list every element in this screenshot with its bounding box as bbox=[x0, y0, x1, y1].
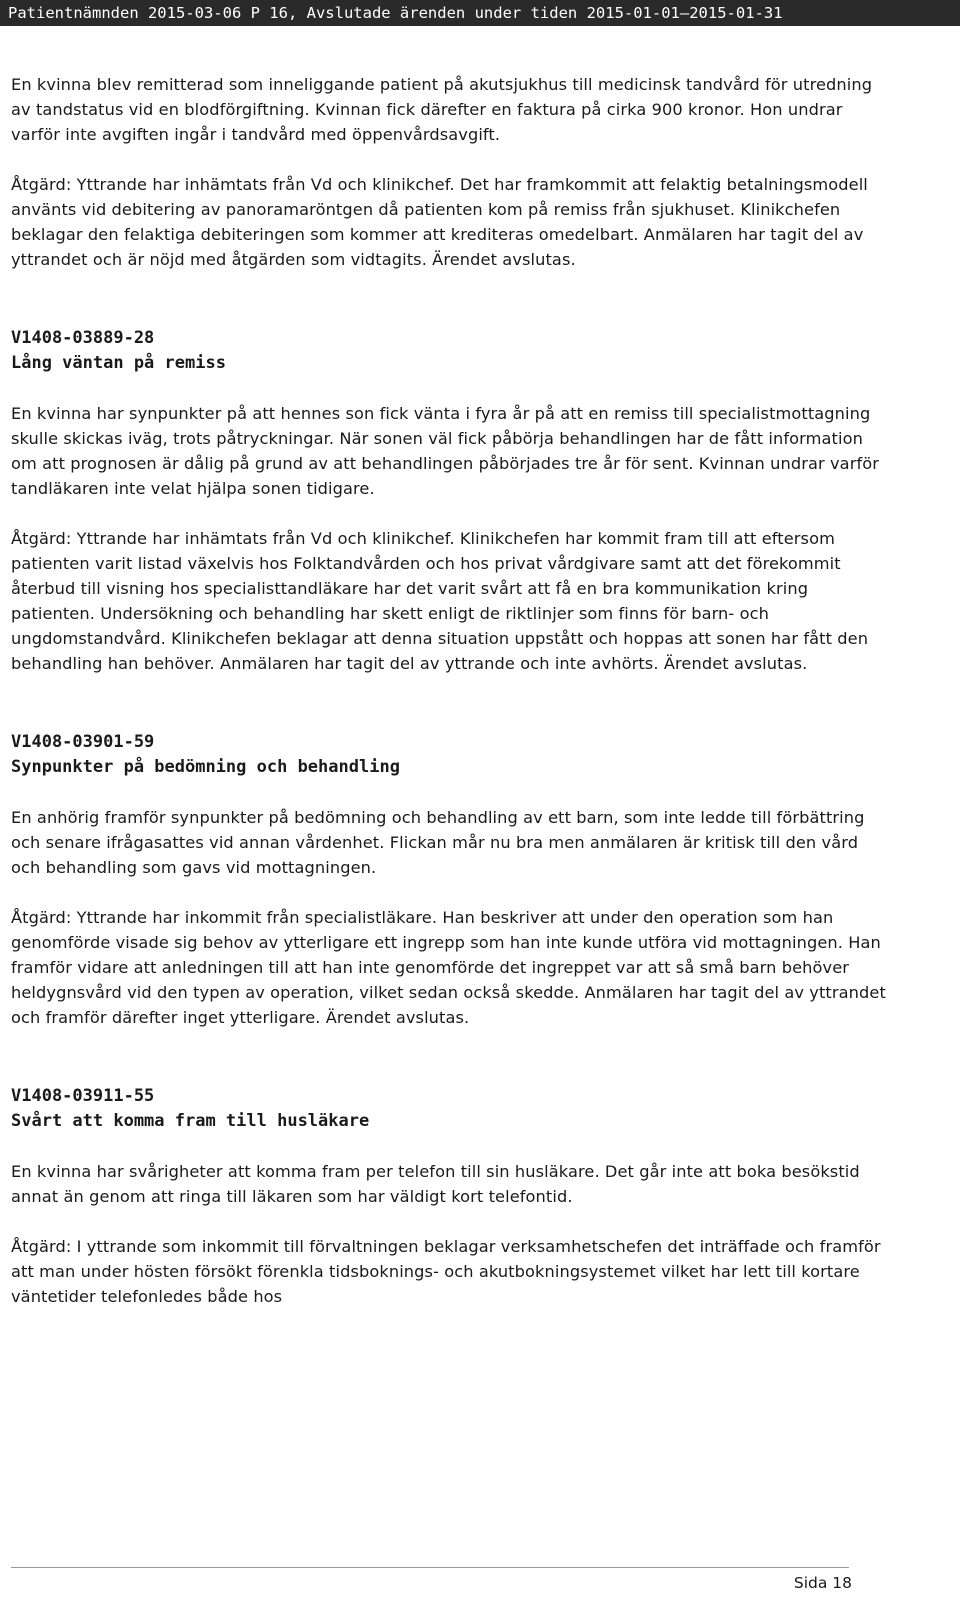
case-id: V1408-03911-55 bbox=[11, 1086, 155, 1106]
case-action: Åtgärd: I yttrande som inkommit till förvaltningen beklagar verksamhetschefen det inträffade och framför att man under hösten försökt förenkla tidsboknings- och akutbokningsystemet vilket har lett till kortare väntetider telefonledes både hos bbox=[11, 1237, 881, 1306]
case-description: En anhörig framför synpunkter på bedömning och behandling av ett barn, som inte ledde till förbättring och senare ifrågasattes vid annan vårdenhet. Flickan mår nu bra men anmälaren är kritisk till den vård och behandling som gavs vid mottagningen. bbox=[11, 808, 865, 877]
case-description: En kvinna har synpunkter på att hennes son fick vänta i fyra år på att en remiss till specialistmottagning skulle skickas iväg, trots påtryckningar. När sonen väl fick påbörja behandlingen har de fått information om att prognosen är dålig på grund av att behandlingen påbörjades tre år för sent. Kvinnan undrar varför tandläkaren inte velat hjälpa sonen tidigare. bbox=[11, 404, 880, 498]
case-title: Svårt att komma fram till husläkare bbox=[11, 1111, 370, 1131]
footer-divider bbox=[11, 1567, 849, 1568]
case-section bbox=[11, 1084, 891, 1309]
case-section bbox=[11, 326, 891, 676]
case-description: En kvinna har svårigheter att komma fram per telefon till sin husläkare. Det går inte att boka besökstid annat än genom att ringa till läkaren som har väldigt kort telefontid. bbox=[11, 1162, 860, 1206]
case-action: Åtgärd: Yttrande har inkommit från specialistläkare. Han beskriver att under den operation som han genomförde visade sig behov av ytterligare ett ingrepp som han inte kunde utföra vid mottagningen. Han framför vidare att anledningen till att han inte genomförde det ingreppet var att så små barn behöver heldygnsvård vid den typen av operation, vilket sedan också skedde. Anmälaren har tagit del av yttrandet och framför därefter inget ytterligare. Ärendet avslutas. bbox=[11, 908, 886, 1027]
case-title: Lång väntan på remiss bbox=[11, 353, 226, 373]
document-header bbox=[0, 0, 960, 26]
intro-paragraph: En kvinna blev remitterad som inneliggande patient på akutsjukhus till medicinsk tandvård för utredning av tandstatus vid en blodförgiftning. Kvinnan fick därefter en faktura på cirka 900 kronor. Hon undrar varför inte avgiften ingår i tandvård med öppenvårdsavgift. bbox=[11, 75, 873, 144]
intro-action-paragraph: Åtgärd: Yttrande har inhämtats från Vd och klinikchef. Det har framkommit att felaktig betalningsmodell använts vid debitering av panoramaröntgen då patienten kom på remiss från sjukhuset. Klinikchefen beklagar den felaktiga debiteringen som kommer att krediteras omedelbart. Anmälaren har tagit del av yttrandet och är nöjd med åtgärden som vidtagits. Ärendet avslutas. bbox=[11, 175, 868, 269]
case-section bbox=[11, 730, 891, 1030]
header-title: Patientnämnden 2015-03-06 P 16, Avslutade ärenden under tiden 2015-01-01—2015-01-31 bbox=[8, 4, 783, 22]
page-number: Sida 18 bbox=[793, 1574, 852, 1592]
case-title: Synpunkter på bedömning och behandling bbox=[11, 757, 400, 777]
case-id: V1408-03889-28 bbox=[11, 328, 155, 348]
document-body bbox=[11, 72, 891, 1309]
case-id: V1408-03901-59 bbox=[11, 732, 155, 752]
case-action: Åtgärd: Yttrande har inhämtats från Vd och klinikchef. Klinikchefen har kommit fram till att eftersom patienten varit listad växelvis hos Folktandvården och hos privat vårdgivare samt att det förekommit återbud till visning hos specialisttandläkare har det varit svårt att få en bra kommunikation kring patienten. Undersökning och behandling har skett enligt de riktlinjer som finns för barn- och ungdomstandvård. Klinikchefen beklagar att denna situation uppstått och hoppas att sonen har fått den behandling han behöver. Anmälaren har tagit del av yttrande och inte avhörts. Ärendet avslutas. bbox=[11, 529, 869, 673]
